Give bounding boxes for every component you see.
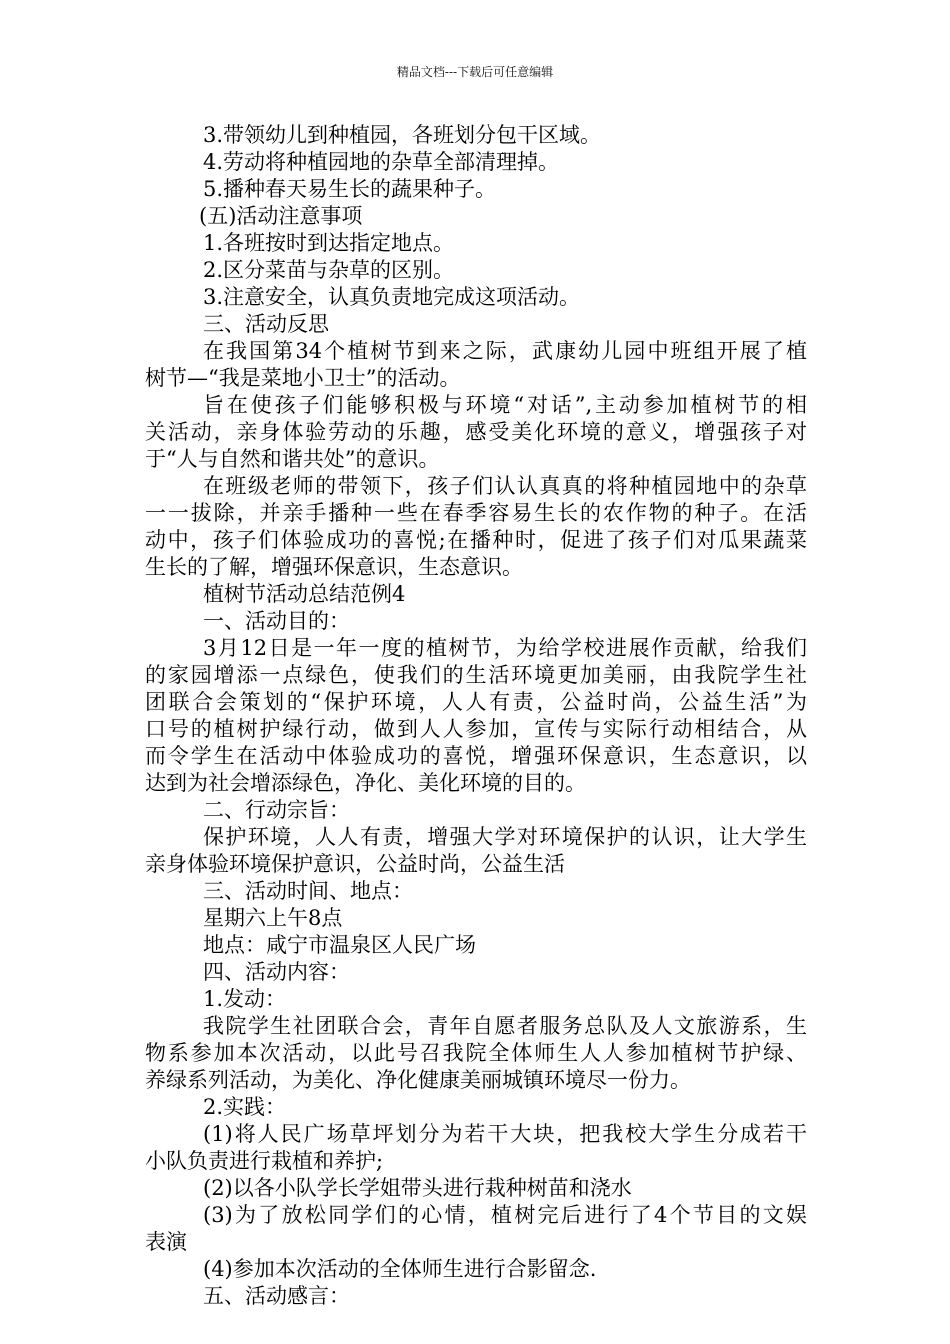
text-line: 3.注意安全，认真负责地完成这项活动。	[203, 285, 581, 309]
text-line: 2.区分菜苗与杂草的区别。	[203, 258, 455, 282]
text-line: 的家园增添一点绿色，使我们的生活环境更加美丽，由我院学生社	[145, 663, 807, 687]
text-line: 口号的植树护绿行动，做到人人参加，宣传与实际行动相结合，从	[145, 717, 807, 741]
text-line: 亲身体验环境保护意识，公益时尚，公益生活	[145, 852, 565, 876]
text-line: 5.播种春天易生长的蔬果种子。	[203, 177, 497, 201]
text-line: 地点：咸宁市温泉区人民广场	[203, 933, 476, 957]
text-line: (1)将人民广场草坪划分为若干大块，把我校大学生分成若干	[203, 1122, 807, 1146]
text-line: 于“人与自然和谐共处”的意识。	[145, 447, 440, 471]
page-header: 精品文档---下载后可任意编辑	[396, 65, 554, 79]
text-line: 一、活动目的：	[203, 609, 350, 633]
text-line: 2.实践：	[203, 1095, 287, 1119]
text-line: 团联合会策划的“保护环境，人人有责，公益时尚，公益生活”为	[145, 690, 807, 714]
text-line: 三、活动时间、地点：	[203, 879, 413, 903]
text-line: 五、活动感言：	[203, 1284, 350, 1308]
text-line: 一一拔除，并亲手播种一些在春季容易生长的农作物的种子。在活	[145, 501, 807, 525]
document-body	[145, 122, 807, 1310]
text-line: 1.发动：	[203, 987, 287, 1011]
text-line: 表演	[145, 1230, 187, 1254]
text-line: 养绿系列活动，为美化、净化健康美丽城镇环境尽一份力。	[145, 1068, 691, 1092]
text-line: 四、活动内容：	[203, 960, 350, 984]
text-line: 1.各班按时到达指定地点。	[203, 231, 455, 255]
text-line: (2)以各小队学长学姐带头进行栽种树苗和浇水	[203, 1176, 632, 1200]
text-line: 达到为社会增添绿色，净化、美化环境的目的。	[145, 771, 586, 795]
text-line: 而令学生在活动中体验成功的喜悦，增强环保意识，生态意识，以	[145, 744, 807, 768]
text-line: (3)为了放松同学们的心情，植树完后进行了4个节目的文娱	[203, 1203, 807, 1227]
text-line: 4.劳动将种植园地的杂草全部清理掉。	[203, 150, 560, 174]
text-line: 物系参加本次活动，以此号召我院全体师生人人参加植树节护绿、	[145, 1041, 807, 1065]
text-line: 星期六上午8点	[203, 906, 343, 930]
text-line: 3月12日是一年一度的植树节，为给学校进展作贡献，给我们	[203, 636, 807, 660]
text-line: 小队负责进行栽植和养护;	[145, 1149, 384, 1173]
text-line: 在我国第34个植树节到来之际，武康幼儿园中班组开展了植	[203, 339, 807, 363]
text-line: 二、行动宗旨：	[203, 798, 350, 822]
text-line: 关活动，亲身体验劳动的乐趣，感受美化环境的意义，增强孩子对	[145, 420, 807, 444]
text-line: 3.带领幼儿到种植园，各班划分包干区域。	[203, 123, 602, 147]
text-line: (4)参加本次活动的全体师生进行合影留念.	[203, 1257, 597, 1281]
text-line: 三、活动反思	[203, 312, 329, 336]
text-line: 植树节活动总结范例4	[203, 582, 406, 606]
text-line: 保护环境，人人有责，增强大学对环境保护的认识，让大学生	[203, 825, 807, 849]
text-line: 旨在使孩子们能够积极与环境“对话”,主动参加植树节的相	[203, 393, 807, 417]
text-line: 我院学生社团联合会，青年自愿者服务总队及人文旅游系，生	[203, 1014, 807, 1038]
text-line: 生长的了解，增强环保意识，生态意识。	[145, 555, 523, 579]
text-line: 在班级老师的带领下，孩子们认认真真的将种植园地中的杂草	[203, 474, 807, 498]
text-line: 动中，孩子们体验成功的喜悦;在播种时，促进了孩子们对瓜果蔬菜	[145, 528, 807, 552]
text-line: (五)活动注意事项	[199, 204, 363, 228]
text-line: 树节—“我是菜地小卫士”的活动。	[145, 366, 461, 390]
